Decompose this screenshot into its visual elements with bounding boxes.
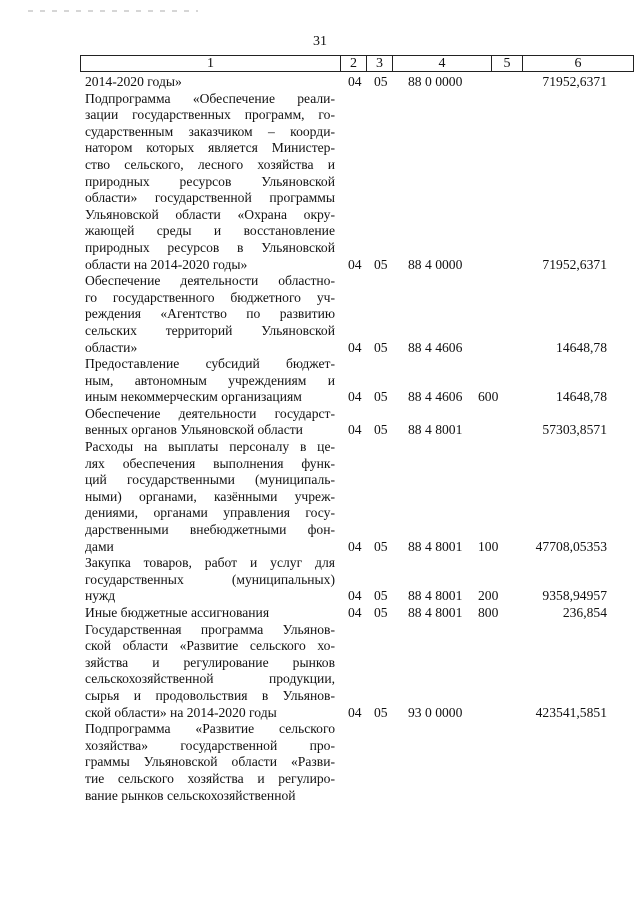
description-line: сырья и продовольствия в Ульянов- <box>85 687 335 703</box>
target-article-code: 88 4 8001 <box>408 422 463 438</box>
table-row <box>0 356 640 406</box>
header-cell: 6 <box>523 56 634 72</box>
description-line: Иные бюджетные ассигнования <box>85 605 270 620</box>
row-codes <box>0 422 640 439</box>
expense-type-code: 100 <box>478 538 499 554</box>
expense-type-code: 200 <box>478 588 499 604</box>
row-codes <box>0 389 640 406</box>
description-line: граммы Ульяновской области «Разви- <box>85 754 335 770</box>
target-article-code: 88 4 8001 <box>408 588 463 604</box>
section-code: 04 <box>348 389 362 405</box>
amount: 14648,78 <box>556 389 607 405</box>
table-row <box>0 721 640 804</box>
section-code: 04 <box>348 538 362 554</box>
row-codes <box>0 588 640 605</box>
description-line: Обеспечение деятельности государст- <box>85 405 335 421</box>
amount: 14648,78 <box>556 339 607 355</box>
table-row <box>0 91 640 274</box>
table-row <box>0 605 640 622</box>
table-row <box>0 273 640 356</box>
table-row <box>0 74 640 91</box>
target-article-code: 93 0 0000 <box>408 704 463 720</box>
amount: 71952,6371 <box>542 74 607 89</box>
target-article-code: 88 0 0000 <box>408 74 463 89</box>
table-row <box>0 439 640 555</box>
amount: 9358,94957 <box>542 588 607 604</box>
row-codes <box>0 74 640 91</box>
subsection-code: 05 <box>374 704 388 720</box>
description-line: Ульяновской области «Охрана окру- <box>85 206 335 222</box>
description-line: вание рынков сельскохозяйственной <box>85 787 296 803</box>
description-line: ций государственными (муниципаль- <box>85 472 335 488</box>
description-line: сельскохозяйственной продукции, <box>85 671 335 687</box>
section-code: 04 <box>348 422 362 438</box>
subsection-code: 05 <box>374 538 388 554</box>
description-line: области» <box>85 339 138 355</box>
row-codes <box>0 539 640 556</box>
header-cell: 3 <box>367 56 393 72</box>
subsection-code: 05 <box>374 588 388 604</box>
subsection-code: 05 <box>374 389 388 405</box>
description-line: зяйства и регулирование рынков <box>85 654 335 670</box>
description-line: дарственными внебюджетными фон- <box>85 522 335 538</box>
row-codes <box>0 705 640 722</box>
description-line: иным некоммерческим организациям <box>85 389 302 405</box>
page-number: 31 <box>313 34 327 49</box>
description-line: дениями, органами управления госу- <box>85 505 335 521</box>
target-article-code: 88 4 4606 <box>408 389 463 405</box>
description-line: Подпрограмма «Развитие сельского <box>85 721 335 737</box>
row-description <box>85 91 335 274</box>
description-line: области на 2014-2020 годы» <box>85 256 248 272</box>
expense-type-code: 600 <box>478 389 499 405</box>
header-cell: 4 <box>393 56 492 72</box>
target-article-code: 88 4 8001 <box>408 538 463 554</box>
section-code: 04 <box>348 605 362 620</box>
subsection-code: 05 <box>374 422 388 438</box>
description-line: лях обеспечения выполнения функ- <box>85 455 335 471</box>
section-code: 04 <box>348 256 362 272</box>
row-codes <box>0 340 640 357</box>
budget-rows <box>0 74 640 804</box>
subsection-code: 05 <box>374 605 388 620</box>
table-row <box>0 622 640 722</box>
row-codes <box>0 605 640 622</box>
description-line: сельских территорий Ульяновской <box>85 322 335 338</box>
target-article-code: 88 4 8001 <box>408 605 463 620</box>
section-code: 04 <box>348 339 362 355</box>
description-line: го государственного бюджетного уч- <box>85 289 335 305</box>
table-header <box>80 55 634 72</box>
description-line: Закупка товаров, работ и услуг для <box>85 555 335 571</box>
description-line: ными) органами, казёнными учреж- <box>85 488 335 504</box>
expense-type-code: 800 <box>478 605 499 620</box>
scan-artifact <box>28 10 198 12</box>
description-line: ным, автономным учреждениям и <box>85 372 335 388</box>
header-cell: 2 <box>341 56 367 72</box>
description-line: природных ресурсов в Ульяновской <box>85 239 335 255</box>
description-line: ство сельского, лесного хозяйства и <box>85 156 335 172</box>
description-line: хозяйства» государственной про- <box>85 737 335 753</box>
subsection-code: 05 <box>374 74 388 89</box>
description-line: Подпрограмма «Обеспечение реали- <box>85 90 335 106</box>
table-row <box>0 406 640 439</box>
subsection-code: 05 <box>374 256 388 272</box>
description-line: Государственная программа Ульянов- <box>85 621 335 637</box>
subsection-code: 05 <box>374 339 388 355</box>
description-line: дами <box>85 538 114 554</box>
amount: 236,854 <box>562 605 607 620</box>
section-code: 04 <box>348 704 362 720</box>
description-line: реждения «Агентство по развитию <box>85 306 335 322</box>
header-cell: 1 <box>81 56 341 72</box>
description-line: зации государственных программ, го- <box>85 107 335 123</box>
amount: 71952,6371 <box>542 256 607 272</box>
description-line: области» государственной программы <box>85 190 335 206</box>
row-codes <box>0 257 640 274</box>
description-line: Расходы на выплаты персоналу в це- <box>85 439 335 455</box>
description-line: жающей среды и восстановление <box>85 223 335 239</box>
header-cell: 5 <box>492 56 523 72</box>
description-line: сударственным заказчиком – коорди- <box>85 123 335 139</box>
amount: 423541,5851 <box>535 704 607 720</box>
description-line: ской области «Развитие сельского хо- <box>85 638 335 654</box>
description-line: Предоставление субсидий бюджет- <box>85 356 335 372</box>
row-codes <box>0 788 640 805</box>
table-row <box>0 555 640 605</box>
description-line: венных органов Ульяновской области <box>85 422 303 438</box>
section-code: 04 <box>348 74 362 89</box>
target-article-code: 88 4 4606 <box>408 339 463 355</box>
description-line: природных ресурсов Ульяновской <box>85 173 335 189</box>
section-code: 04 <box>348 588 362 604</box>
description-line: натором которых является Министер- <box>85 140 335 156</box>
description-line: Обеспечение деятельности областно- <box>85 273 335 289</box>
description-line: тие сельского хозяйства и регулиро- <box>85 770 335 786</box>
amount: 57303,8571 <box>542 422 607 438</box>
description-line: 2014-2020 годы» <box>85 74 182 89</box>
description-line: нужд <box>85 588 116 604</box>
amount: 47708,05353 <box>535 538 607 554</box>
description-line: ской области» на 2014-2020 годы <box>85 704 277 720</box>
description-line: государственных (муниципальных) <box>85 571 335 587</box>
target-article-code: 88 4 0000 <box>408 256 463 272</box>
